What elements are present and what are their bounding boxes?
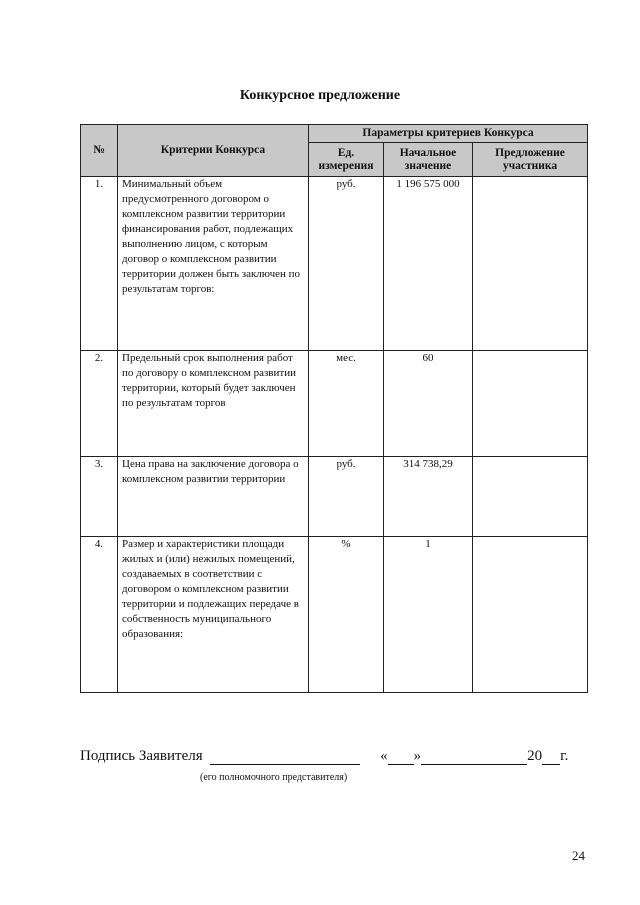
page-title: Конкурсное предложение: [239, 88, 401, 103]
row-initial: 60: [384, 351, 473, 457]
table-row: [81, 457, 588, 537]
table-row: [81, 537, 588, 693]
table-row: [81, 177, 588, 351]
date-day-field[interactable]: [388, 750, 414, 765]
row-unit: мес.: [309, 351, 384, 457]
date-year-prefix: 20: [527, 748, 543, 764]
header-unit: Ед. измерения: [309, 143, 384, 177]
row-num: 1.: [81, 177, 118, 351]
row-criteria: Предельный срок выполнения работ по договору о комплексном развитии территории, который будет заключен по результатам торгов: [118, 351, 309, 457]
signature-line: [80, 748, 590, 765]
row-initial: 1: [384, 537, 473, 693]
row-num: 3.: [81, 457, 118, 537]
row-unit: %: [309, 537, 384, 693]
criteria-table: [80, 124, 588, 693]
signature-label: Подпись Заявителя: [80, 748, 203, 764]
date-year-field[interactable]: [542, 750, 560, 765]
signature-note: (его полномочного представителя): [200, 772, 348, 783]
table-row: [81, 351, 588, 457]
row-offer[interactable]: [473, 351, 588, 457]
date-quote-open: «: [380, 748, 388, 764]
header-offer: Предложение участника: [473, 143, 588, 177]
row-unit: руб.: [309, 177, 384, 351]
header-num: №: [81, 125, 118, 177]
date-month-field[interactable]: [421, 750, 527, 765]
header-criteria: Критерии Конкурса: [118, 125, 309, 177]
row-num: 2.: [81, 351, 118, 457]
row-criteria: Цена права на заключение договора о комплексном развитии территории: [118, 457, 309, 537]
row-offer[interactable]: [473, 177, 588, 351]
signature-field[interactable]: [210, 750, 360, 765]
row-initial: 1 196 575 000: [384, 177, 473, 351]
row-criteria: Размер и характеристики площади жилых и (или) нежилых помещений, создаваемых в соответствии с договором о комплексном развитии территории и подлежащих передаче в собственность муниципального образования:: [118, 537, 309, 693]
page-number: 24: [572, 848, 585, 863]
date-quote-close: »: [413, 748, 422, 764]
header-params: Параметры критериев Конкурса: [309, 125, 588, 143]
row-criteria: Минимальный объем предусмотренного договором о комплексном развитии территории финансирования работ, подлежащих выполнению лицом, с которым договор о комплексном развитии территории должен быть заключен по результатам торгов:: [118, 177, 309, 351]
row-offer[interactable]: [473, 537, 588, 693]
date-year-suffix: г.: [560, 748, 569, 764]
row-initial: 314 738,29: [384, 457, 473, 537]
row-unit: руб.: [309, 457, 384, 537]
row-num: 4.: [81, 537, 118, 693]
row-offer[interactable]: [473, 457, 588, 537]
header-initial: Начальное значение: [384, 143, 473, 177]
